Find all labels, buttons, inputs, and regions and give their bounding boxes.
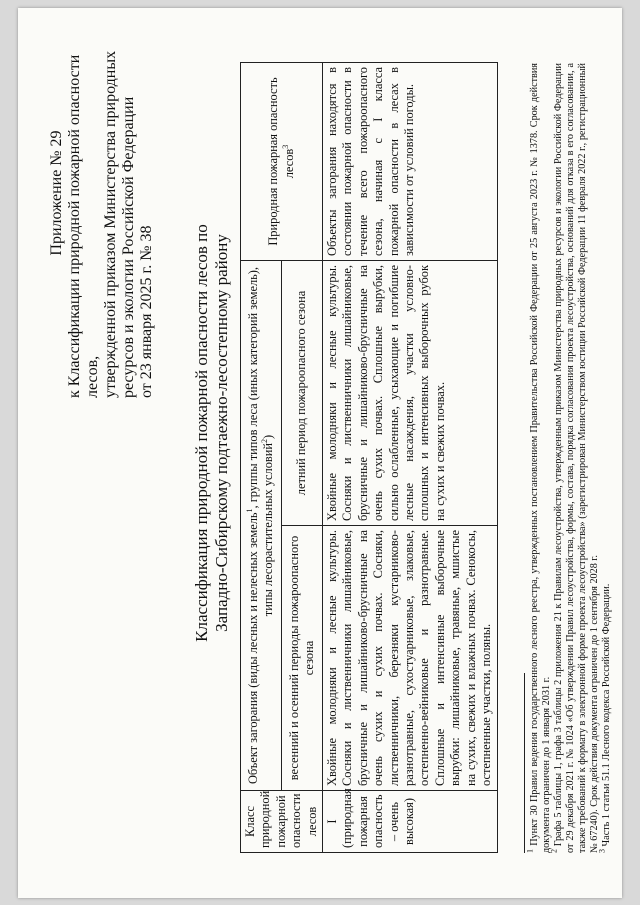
footnote-marker: 1 xyxy=(525,849,535,853)
title-line: Классификация природной пожарной опасности лесов по xyxy=(192,224,211,642)
footnote-3 xyxy=(597,63,613,853)
footnote-1 xyxy=(525,63,553,853)
footnote-text: Часть 1 статьи 51.1 Лесного кодекса Российской Федерации. xyxy=(600,583,612,847)
cell-danger: Объекты загорания находятся в состоянии пожарной опасности в течение всего пожароопасного сезона, начиная с I класса пожарной опасности в лесах в зависимости от условий погоды. xyxy=(323,63,497,261)
footnote-text: Графа 5 таблицы 1, графа 3 таблицы 2 приложения 21 к Правилам лесоустройства, утвержденным приказом Министерства природных ресурсов и экологии Российской Федерации от 29 декабря 2021 г. № 1024 «Об утверждении Правил лесоустройства, формы, состава, порядка согласования проекта лесоустройства, оснований для отказа в его согласовании, а также требований к формату в электронной форме проекта лесоустройства» (зарегистрирован Министерством юстиции Российской Федерации 11 февраля 2022 г., регистрационный № 67240). Срок действия документа ограничен до 1 сентября 2028 г. xyxy=(552,63,600,853)
footnote-separator xyxy=(524,673,525,853)
footnote-2 xyxy=(549,63,601,853)
cell-summer: Хвойные молодняки и лесные культуры. Сосняки и лиственничники лишайниковые, брусничные и лишайниково-брусничные на очень сухих почвах. Сплошные вырубки, сильно ослабленные, усыхающие и погибшие лесные насаждения, участки условно-сплошных и интенсивных выборочных рубок на сухих и свежих почвах. xyxy=(323,261,497,526)
document-page xyxy=(18,8,622,898)
appendix-line: к Классификации природной пожарной опасности лесов, xyxy=(66,54,101,398)
classification-table xyxy=(240,62,498,853)
rotated-page-content xyxy=(18,18,622,898)
footnotes xyxy=(525,63,613,853)
header-object-text: ) xyxy=(261,434,275,439)
cell-spring: Хвойные молодняки и лесные культуры. Сосняки и лиственничники лишайниковые, брусничные и лишайниково-брусничные на очень сухих и сухих почвах. Сосняки, лиственничники, березняки кустарниково-разнотравные, сухостуарниковые, злаковые, остепненно-вейниковые и разнотравные. Сплошные и интенсивные выборочные вырубки: лишайниковые, травяные, мшистые на сухих, свежих и влажных почвах. Сенокосы, остепненные участки, поляны. xyxy=(323,526,497,791)
header-object-text: , группы типов леса (иных категорий земель), типы лесорастительных условий xyxy=(245,266,275,617)
title-line: Западно-Сибирскому подтаежно-лесостепному району xyxy=(212,234,231,632)
header-spring: весенний и осенний периоды пожароопасного сезона xyxy=(282,526,323,791)
footnote-ref: 3 xyxy=(280,144,290,149)
footnote-ref: 1 xyxy=(244,508,254,513)
footnote-marker: 3 xyxy=(597,849,607,853)
footnote-marker: 2 xyxy=(549,849,559,853)
appendix-line: утвержденной приказом Министерства природных xyxy=(102,50,119,398)
header-object-text: Объект загорания (виды лесных и нелесных земель xyxy=(245,512,260,785)
header-object xyxy=(241,261,282,791)
footnote-text: Пункт 30 Правил ведения государственного лесного реестра, утвержденных постановлением Правительства Российской Федерации от 25 августа 2023 г. № 1378. Срок действия документа ограничен до 1 января 2031 г. xyxy=(528,63,552,853)
appendix-line: ресурсов и экологии Российской Федерации xyxy=(120,96,137,398)
header-summer: летний период пожароопасного сезона xyxy=(282,261,323,526)
appendix-line: от 23 января 2025 г. № 38 xyxy=(138,225,155,398)
header-danger xyxy=(241,63,323,261)
appendix-header xyxy=(48,38,156,398)
header-class: Класс природной пожарной опасности лесов xyxy=(241,791,323,853)
appendix-number: Приложение № 29 xyxy=(48,130,65,256)
header-danger-text: Природная пожарная опасность лесов xyxy=(266,77,296,246)
cell-class: I (природная пожарная опасность – очень высокая) xyxy=(323,791,497,853)
table-row xyxy=(323,63,497,853)
document-title xyxy=(192,58,232,868)
footnote-ref: 2 xyxy=(259,438,269,443)
